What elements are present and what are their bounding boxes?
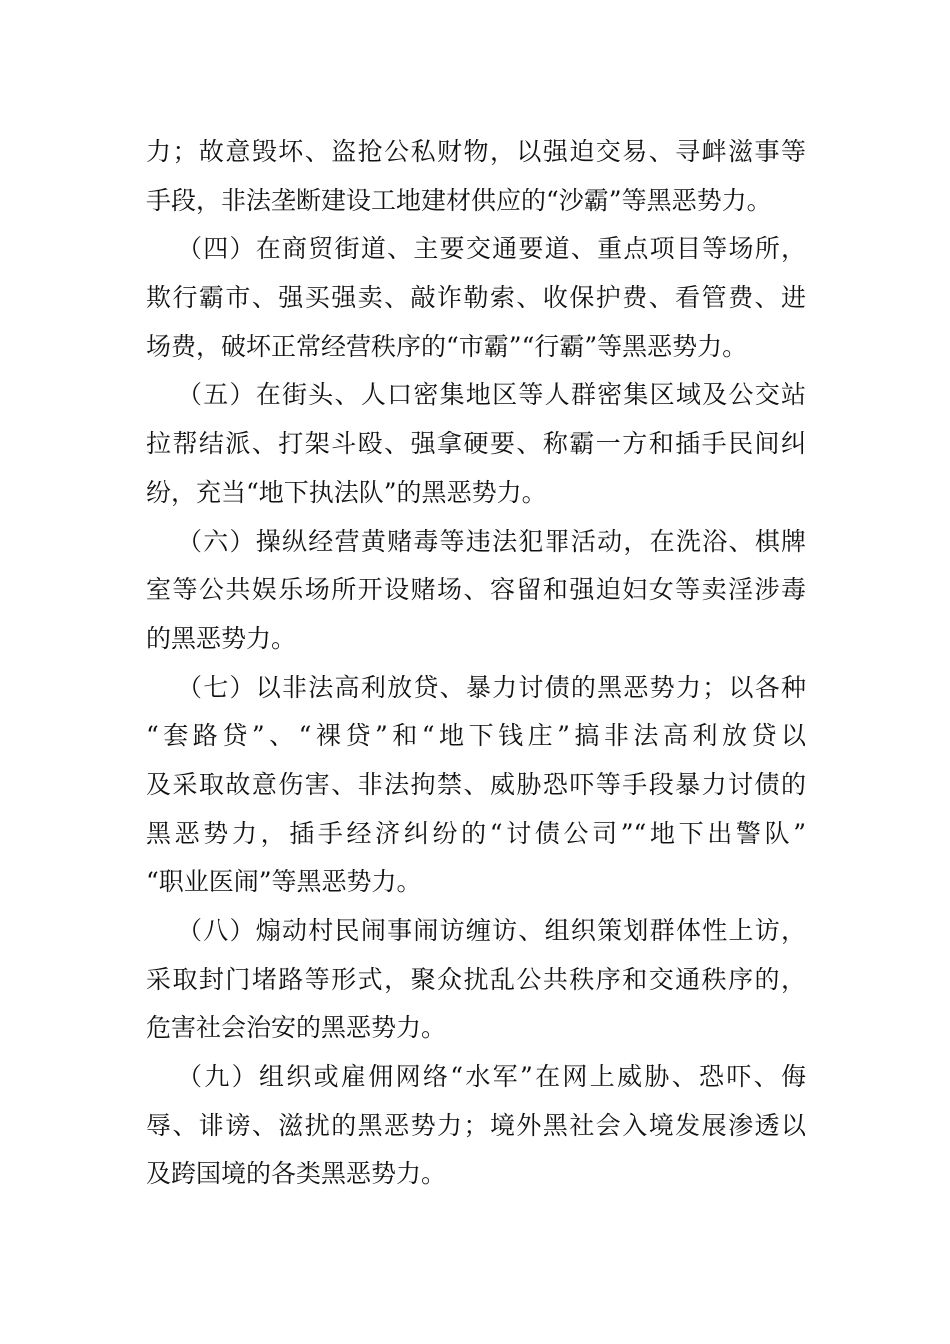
paragraph-line: 黑恶势力，插手经济纠纷的“讨债公司”“地下出警队”	[146, 818, 806, 848]
paragraph-line: 室等公共娱乐场所开设赌场、容留和强迫妇女等卖淫涉毒	[146, 575, 806, 605]
paragraph-line: （九）组织或雇佣网络“水军”在网上威胁、恐吓、侮	[177, 1062, 806, 1092]
paragraph-line: 的黑恶势力。	[146, 623, 297, 653]
paragraph-line: 场费，破坏正常经营秩序的“市霸”“行霸”等黑恶势力。	[146, 331, 748, 361]
paragraph-line: 危害社会治安的黑恶势力。	[146, 1013, 447, 1043]
paragraph-line: （五）在街头、人口密集地区等人群密集区域及公交站	[177, 380, 806, 410]
paragraph-line: 欺行霸市、强买强卖、敲诈勒索、收保护费、看管费、进	[146, 283, 806, 313]
paragraph-line: 及跨国境的各类黑恶势力。	[146, 1159, 447, 1189]
paragraph-line: 辱、诽谤、滋扰的黑恶势力；境外黑社会入境发展渗透以	[146, 1110, 806, 1140]
paragraph-line: 纷，充当“地下执法队”的黑恶势力。	[146, 477, 547, 507]
paragraph-line: （四）在商贸街道、主要交通要道、重点项目等场所，	[177, 234, 806, 264]
paragraph-line: “职业医闹”等黑恶势力。	[146, 867, 422, 897]
paragraph-line: 手段，非法垄断建设工地建材供应的“沙霸”等黑恶势力。	[146, 185, 772, 215]
paragraph-line: （八）煽动村民闹事闹访缠访、组织策划群体性上访，	[177, 916, 806, 945]
paragraph-line: “套路贷”、“裸贷”和“地下钱庄”搞非法高利放贷以	[146, 721, 806, 751]
paragraph-line: 拉帮结派、打架斗殴、强拿硬要、称霸一方和插手民间纠	[146, 429, 806, 459]
paragraph-line: 及采取故意伤害、非法拘禁、威胁恐吓等手段暴力讨债的	[146, 769, 806, 799]
document-body	[146, 128, 806, 1199]
paragraph-line: （七）以非法高利放贷、暴力讨债的黑恶势力；以各种	[177, 672, 806, 702]
paragraph-line: 力；故意毁坏、盗抢公私财物，以强迫交易、寻衅滋事等	[146, 137, 806, 166]
paragraph-line: 采取封门堵路等形式，聚众扰乱公共秩序和交通秩序的，	[146, 964, 806, 994]
paragraph-line: （六）操纵经营黄赌毒等违法犯罪活动，在洗浴、棋牌	[177, 526, 806, 556]
